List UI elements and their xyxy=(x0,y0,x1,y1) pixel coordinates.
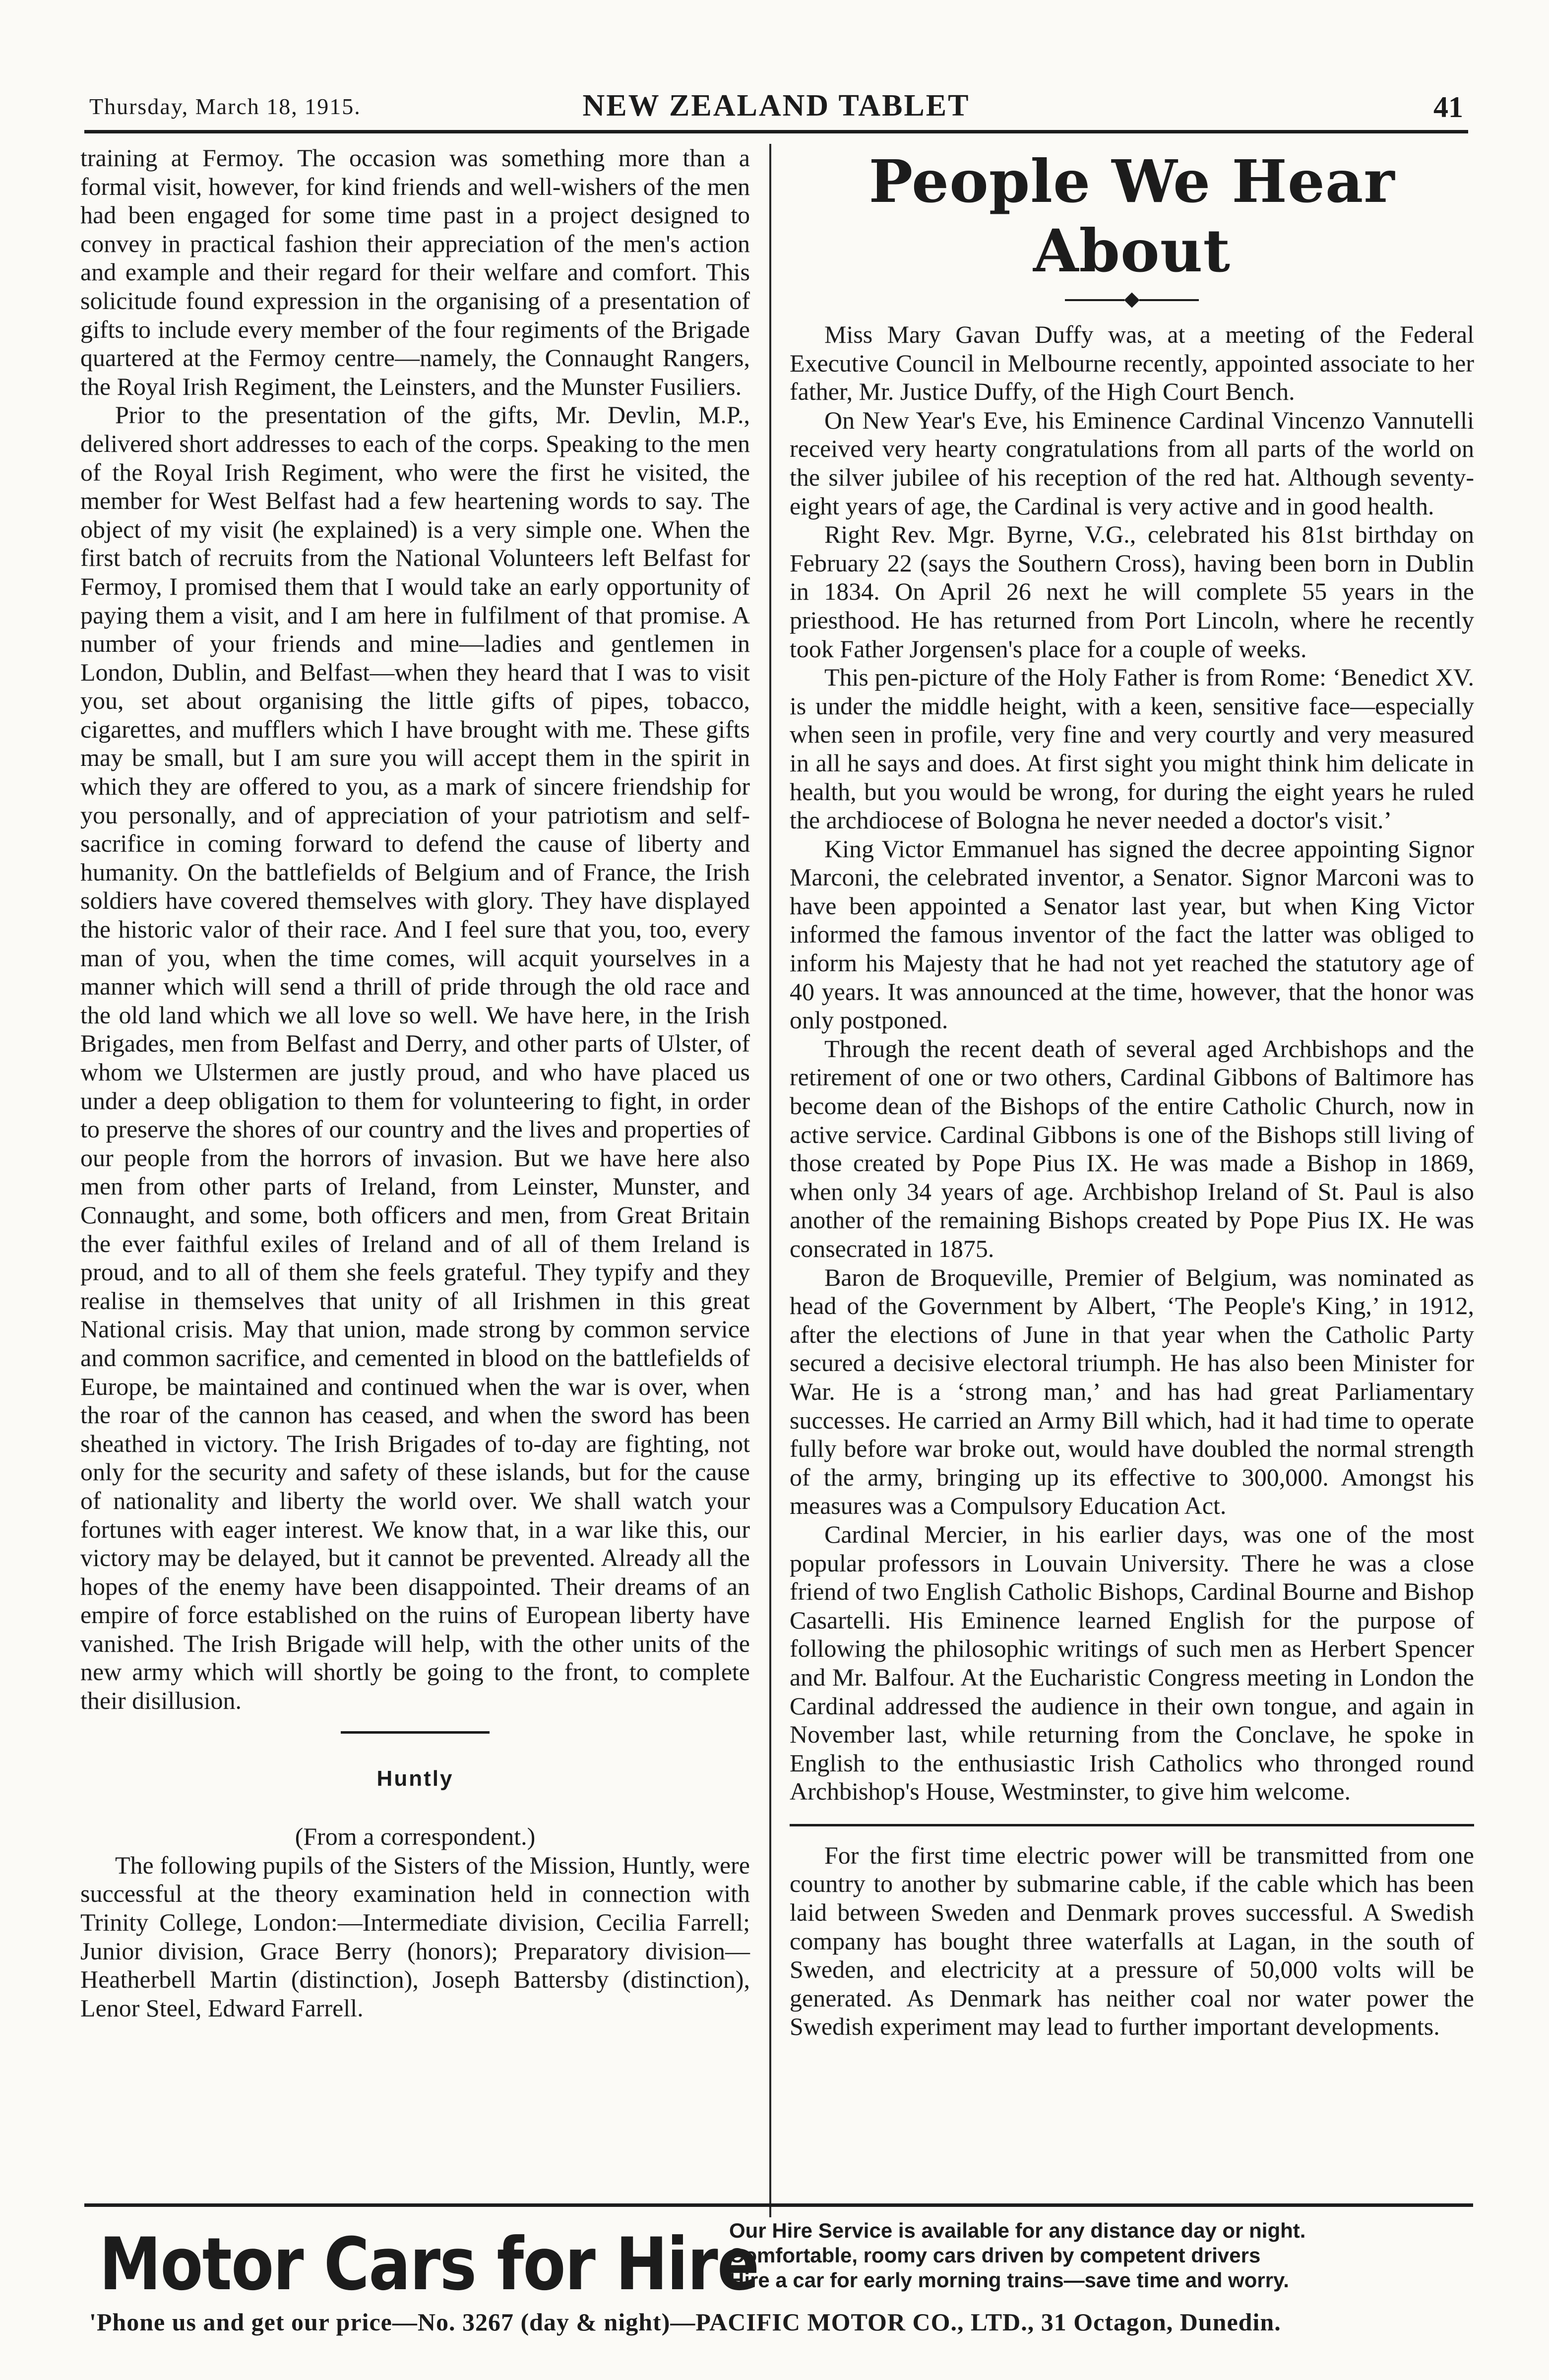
news-paragraph: Right Rev. Mgr. Byrne, V.G., celebrated his 81st birthday on February 22 (says the Southern Cross), having been born in Dublin in 1834. On April 26 next he will complete 55 years in the priesthood. He has returned from Port Lincoln, where he recently took Father Jorgensen's place for a couple of weeks. xyxy=(790,520,1474,663)
news-paragraph: Through the recent death of several aged Archbishops and the retirement of one or two others, Cardinal Gibbons of Baltimore has become dean of the Bishops of the entire Catholic Church, now in active service. Cardinal Gibbons is one of the Bishops still living of those created by Pope Pius IX. He was made a Bishop in 1869, when only 34 years of age. Archbishop Ireland of St. Paul is also another of the remaining Bishops created by Pope Pius IX. He was consecrated in 1875. xyxy=(790,1034,1474,1262)
news-paragraph: This pen-picture of the Holy Father is from Rome: ‘Benedict XV. is under the middle height, with a keen, sensitive face—especially when seen in profile, very fine and very courtly and very measured in all he says and does. At first sight you might think him delicate in health, but you would be wrong, for during the eight years he ruled the archdiocese of Bologna he never needed a doctor's visit.’ xyxy=(790,663,1474,834)
section-heading: People We Hear About xyxy=(868,147,1395,285)
section-title: Huntly xyxy=(376,1766,454,1791)
ad-line: Our Hire Service is available for any distance day or night. xyxy=(729,2219,1306,2242)
news-paragraph: On New Year's Eve, his Eminence Cardinal Vincenzo Vannutelli received very hearty congratulations from all parts of the world on the silver jubilee of his reception of the red hat. Although seventy-eight years of age, the Cardinal is very active and in good health. xyxy=(790,406,1474,520)
ad-title: Motor Cars for Hire xyxy=(99,2222,759,2307)
left-column xyxy=(80,144,750,2088)
huntly-paragraph: The following pupils of the Sisters of the Mission, Huntly, were successful at the theory examination held in connection with Trinity College, London:—Intermediate division, Cecilia Farrell; Junior division, Grace Berry (honors); Preparatory division—Heatherbell Martin (distinction), Joseph Battersby (distinction), Lenor Steel, Edward Farrell. xyxy=(80,1851,750,2022)
section-divider xyxy=(790,1824,1474,1826)
right-column xyxy=(790,144,1474,2088)
left-paragraph: Prior to the presentation of the gifts, Mr. Devlin, M.P., delivered short addresses to each of the corps. Speaking to the men of the Royal Irish Regiment, who were the first he visited, the member for West Belfast had a few heartening words to say. The object of my visit (he explained) is a very simple one. When the first batch of recruits from the National Volunteers left Belfast for Fermoy, I promised them that I would take an early opportunity of paying them a visit, and I am here in fulfilment of that promise. A number of your friends and mine—ladies and gentlemen in London, Dublin, and Belfast—when they heard that I was to visit you, set about organising the little gifts of pipes, tobacco, cigarettes, and mufflers which I have brought with me. These gifts may be small, but I am sure you will accept them in the spirit in which they are offered to you, as a mark of sincere friendship for you personally, and of appreciation of your patriotism and self-sacrifice in coming forward to defend the cause of liberty and humanity. On the battlefields of Belgium and of France, the Irish soldiers have covered themselves with glory. They have displayed the historic valor of their race. And I feel sure that you, too, every man of you, when the time comes, will acquit yourselves in a manner which will send a thrill of pride through the old race and the old land which we all love so well. We have here, in the Irish Brigades, men from Belfast and Derry, and other parts of Ulster, of whom we Ulstermen are justly proud, and who have placed us under a deep obligation to them for volunteering to fight, in order to preserve the shores of our country and the lives and properties of our people from the horrors of invasion. But we have here also men from other parts of Ireland, from Leinster, Munster, and Connaught, and some, both officers and men, from Great Britain the ever faithful exiles of Ireland and of all of them Ireland is proud, and to all of them she feels grateful. They typify and they realise in themselves that unity of all Irishmen in this great National crisis. May that union, made strong by common service and common sacrifice, and cemented in blood on the battlefields of Europe, be maintained and continued when the war is over, when the roar of the cannon has ceased, and when the sword has been sheathed in victory. The Irish Brigades of to-day are fighting, not only for the security and safety of these islands, but for the cause of nationality and liberty the world over. We shall watch your fortunes with eager interest. We know that, in a war like this, our victory may be delayed, but it cannot be prevented. Already all the hopes of the enemy have been disappointed. Their dreams of an empire of force established on the ruins of European liberty have vanished. The Irish Brigade will help, with the other units of the new army which will shortly be going to the front, to complete their disillusion. xyxy=(80,401,750,1715)
news-paragraph: Cardinal Mercier, in his earlier days, was one of the most popular professors in Louvain University. There he was a close friend of two English Catholic Bishops, Cardinal Bourne and Bishop Casartelli. His Eminence learned English for the purpose of following the philosophic writings of such men as Herbert Spencer and Mr. Balfour. At the Eucharistic Congress meeting in London the Cardinal addressed the audience in their own tongue, and again in November last, while returning from the Conclave, he spoke in English to the enthusiastic Irish Catholics who thronged round Archbishop's House, Westminster, to give him welcome. xyxy=(790,1520,1474,1806)
ad-rule xyxy=(84,2203,1473,2207)
header-title: NEW ZEALAND TABLET xyxy=(582,89,970,123)
ad-line: Hire a car for early morning trains—save time and worry. xyxy=(729,2268,1289,2292)
ornament-divider xyxy=(790,295,1474,306)
byline: (From a correspondent.) xyxy=(295,1822,536,1851)
ad-line: Comfortable, roomy cars driven by competent drivers xyxy=(729,2244,1261,2267)
header-rule xyxy=(84,130,1468,133)
news-paragraph: For the first time electric power will be transmitted from one country to another by submarine cable, if the cable which has been laid between Sweden and Denmark proves successful. A Swedish company has bought three waterfalls at Lagan, in the south of Sweden, and electricity at a pressure of 50,000 volts will be generated. As Denmark has neither coal nor water power the Swedish experiment may lead to further important developments. xyxy=(790,1841,1474,2041)
header-date: Thursday, March 18, 1915. xyxy=(89,94,361,119)
news-paragraph: Baron de Broqueville, Premier of Belgium, was nominated as head of the Government by Albert, ‘The People's King,’ in 1912, after the elections of June in that year when the Catholic Party secured a decisive electoral triumph. He has also been Minister for War. He is a ‘strong man,’ and has had great Parliamentary successes. He carried an Army Bill which, had it had time to operate fully before war broke out, would have doubled the normal strength of the army, bringing up its effective to 300,000. Amongst his measures was a Compulsory Education Act. xyxy=(790,1263,1474,1520)
news-paragraph: Miss Mary Gavan Duffy was, at a meeting of the Federal Executive Council in Melbourne recently, appointed associate to her father, Mr. Justice Duffy, of the High Court Bench. xyxy=(790,320,1474,406)
ad-contact: 'Phone us and get our price—No. 3267 (day & night)—PACIFIC MOTOR CO., LTD., 31 Octagon, Dunedin. xyxy=(89,2308,1281,2336)
ad-text xyxy=(729,2218,1473,2293)
left-paragraph: training at Fermoy. The occasion was something more than a formal visit, however, for kind friends and well-wishers of the men had been engaged for some time past in a project designed to convey in practical fashion their appreciation of the men's action and example and their regard for their welfare and comfort. This solicitude found expression in the organising of a presentation of gifts to include every member of the four regiments of the Brigade quartered at the Fermoy centre—namely, the Connaught Rangers, the Royal Irish Regiment, the Leinsters, and the Munster Fusiliers. xyxy=(80,144,750,400)
page-header xyxy=(84,88,1468,128)
header-page-number: 41 xyxy=(1433,91,1463,124)
news-paragraph: King Victor Emmanuel has signed the decree appointing Signor Marconi, the celebrated inventor, a Senator. Signor Marconi was to have been appointed a Senator last year, but when King Victor informed the famous inventor of the fact the latter was obliged to inform his Majesty that he had not yet reached the statutory age of 40 years. It was announced at the time, however, that the honor was only postponed. xyxy=(790,834,1474,1034)
diamond-icon xyxy=(1124,292,1139,308)
section-divider xyxy=(341,1731,490,1734)
column-divider xyxy=(769,144,771,2217)
